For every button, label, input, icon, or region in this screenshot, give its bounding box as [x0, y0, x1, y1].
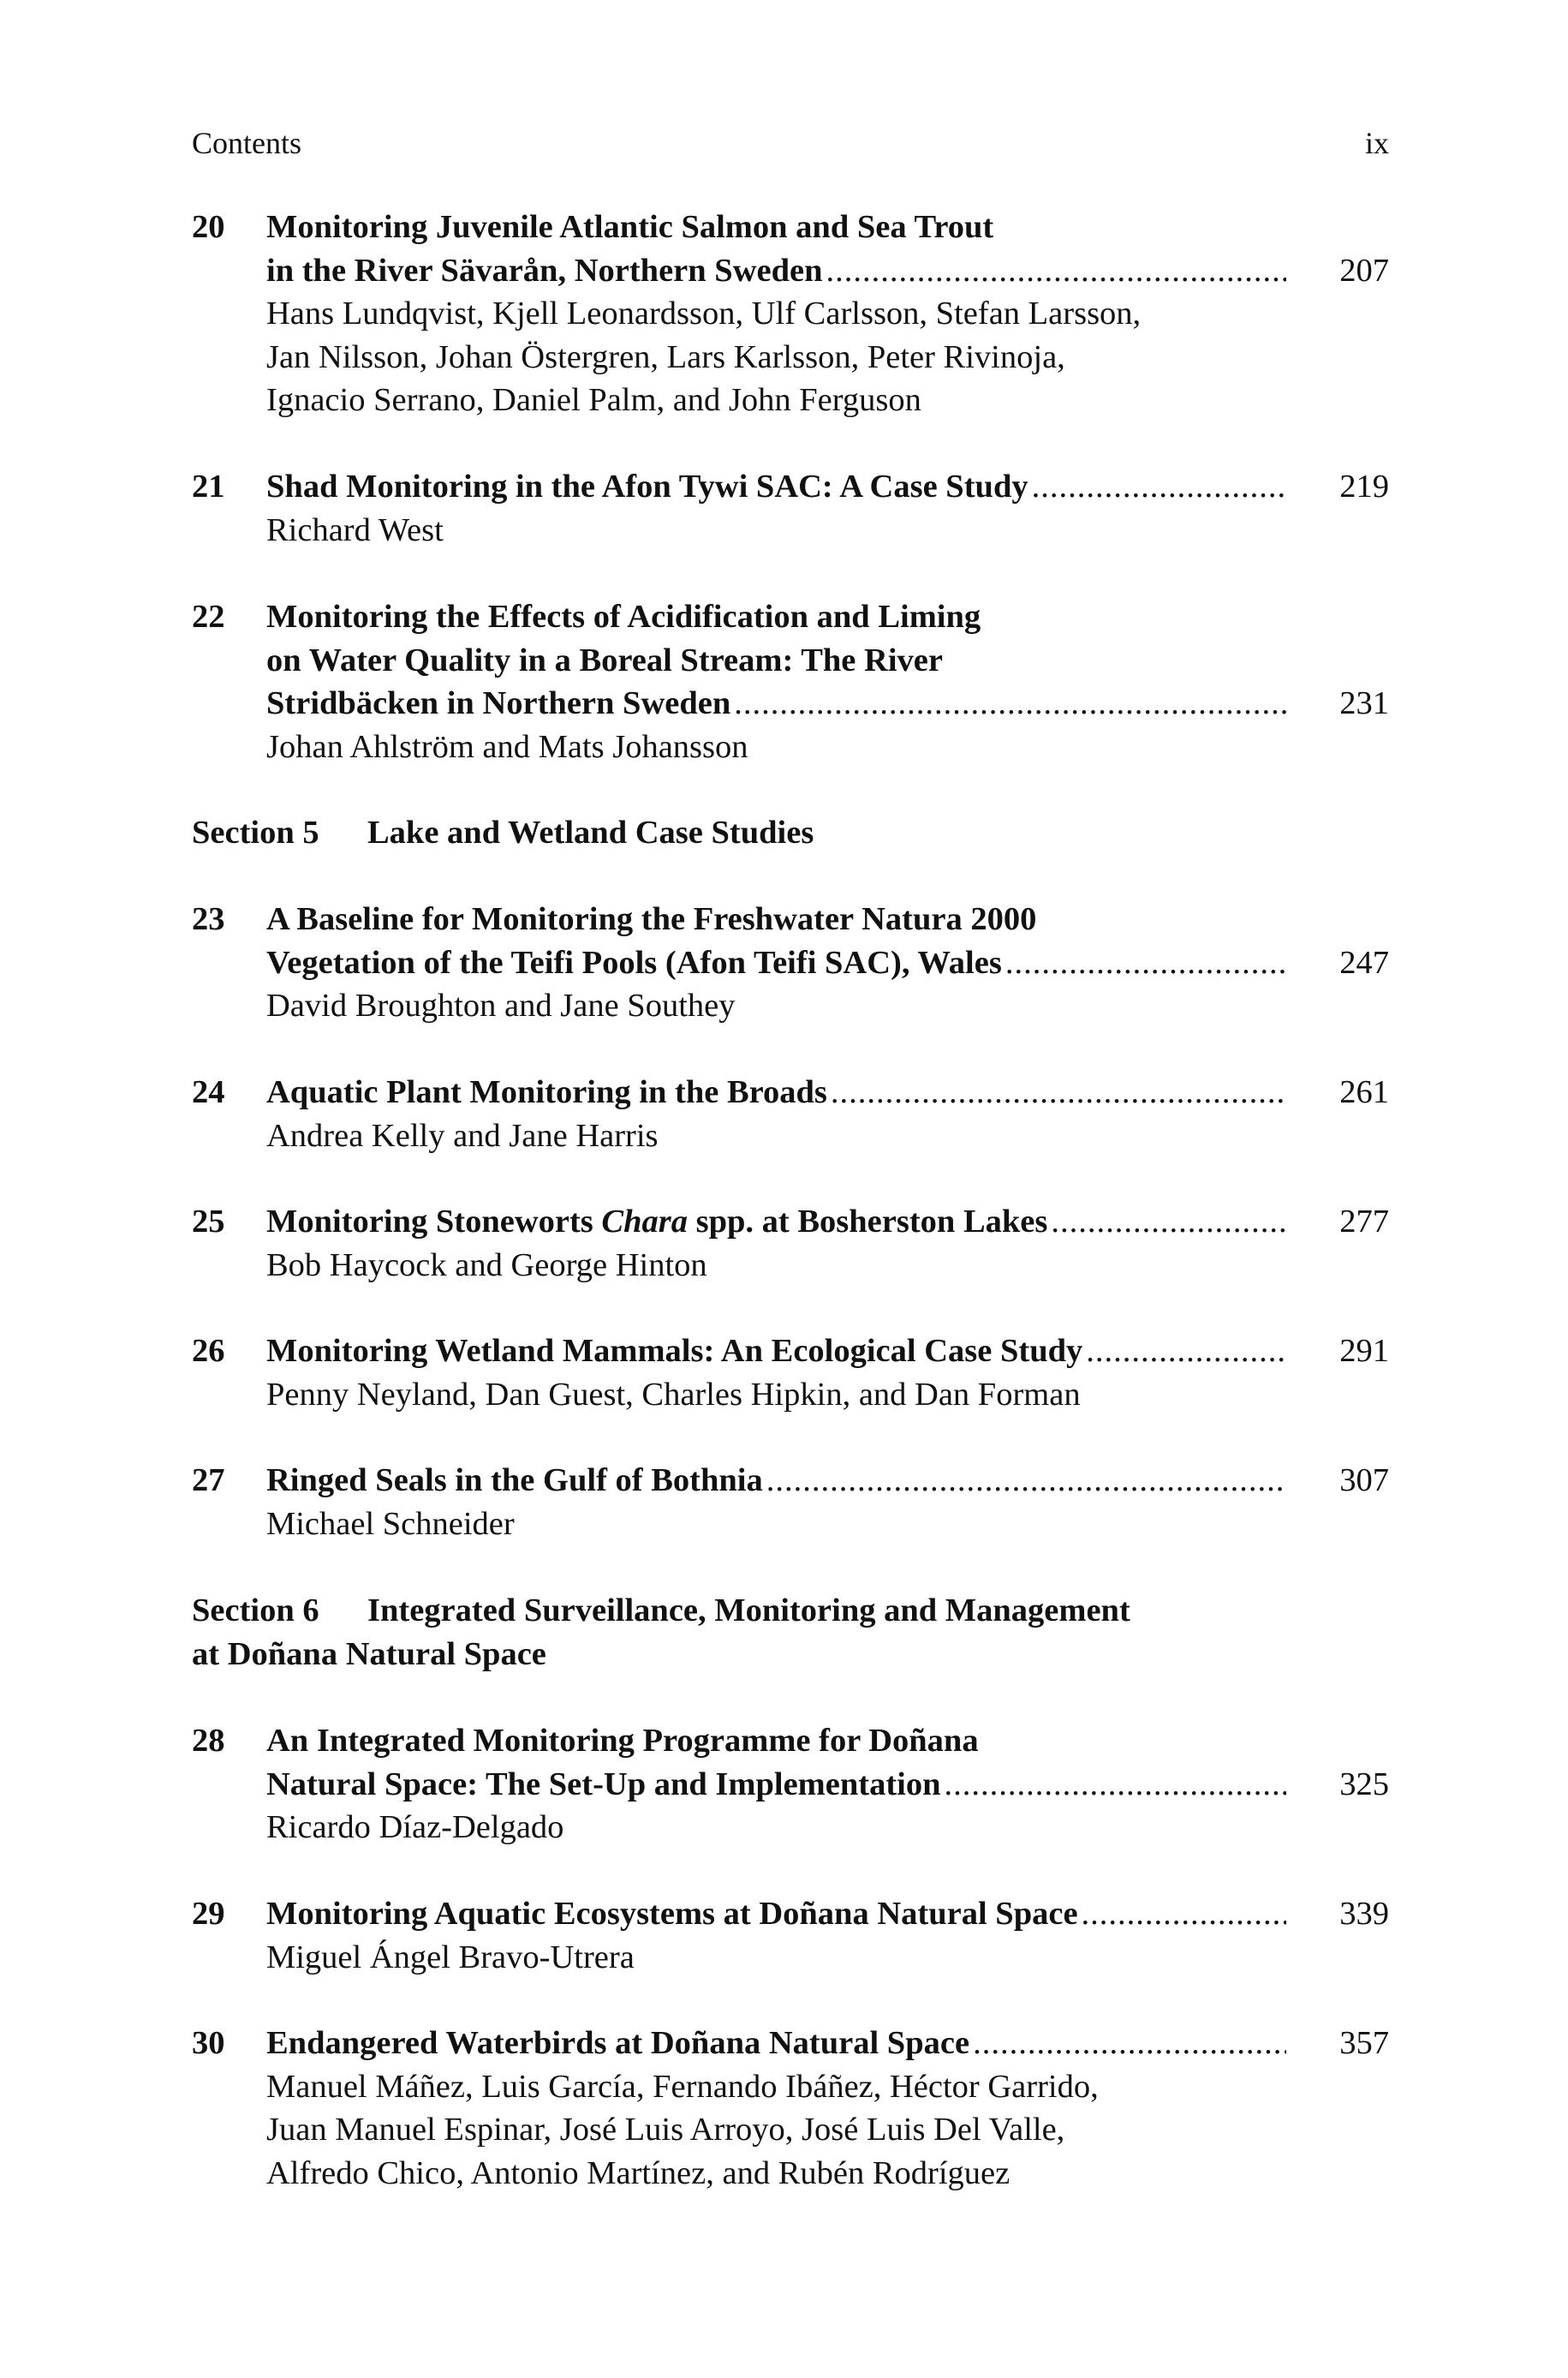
chapter-number: 30 — [192, 2025, 225, 2061]
chapter-number: 20 — [192, 209, 225, 245]
page-number[interactable]: 207 — [1339, 252, 1389, 289]
chapter-title-line[interactable]: Monitoring Wetland Mammals: An Ecological Case Study — [266, 1333, 1083, 1369]
page-number[interactable]: 247 — [1339, 944, 1389, 981]
toc-entry[interactable] — [192, 1329, 1389, 1416]
section-label: Section 6 — [192, 1592, 319, 1628]
dot-leader — [973, 2022, 1286, 2065]
toc-entry[interactable] — [192, 595, 1389, 768]
authors-line: Alfredo Chico, Antonio Martínez, and Rubén Rodríguez — [266, 2154, 1011, 2191]
section-title: Integrated Surveillance, Monitoring and Management — [367, 1592, 1130, 1628]
toc-entry[interactable] — [192, 206, 1389, 422]
chapter-title-line[interactable] — [266, 1200, 1047, 1244]
section-heading — [192, 811, 1389, 855]
header-title: Contents — [192, 126, 302, 160]
toc-entry[interactable] — [192, 465, 1389, 552]
chapter-title-line[interactable]: Monitoring the Effects of Acidification and Liming — [266, 599, 981, 635]
dot-leader — [945, 1763, 1286, 1807]
chapter-title-line[interactable]: A Baseline for Monitoring the Freshwater Natura 2000 — [266, 901, 1037, 937]
toc-entry[interactable] — [192, 898, 1389, 1028]
dot-leader — [1086, 1329, 1286, 1373]
toc-entry[interactable] — [192, 1071, 1389, 1157]
authors-line: Juan Manuel Espinar, José Luis Arroyo, José Luis Del Valle, — [266, 2112, 1065, 2148]
authors-line: Ignacio Serrano, Daniel Palm, and John Ferguson — [266, 382, 921, 418]
dot-leader — [734, 682, 1286, 726]
page-number[interactable]: 277 — [1339, 1204, 1389, 1240]
chapter-title-line[interactable]: Aquatic Plant Monitoring in the Broads — [266, 1074, 827, 1110]
chapter-title-line[interactable]: Natural Space: The Set-Up and Implementation — [266, 1766, 941, 1802]
toc-entry[interactable] — [192, 1200, 1389, 1287]
authors-line: Johan Ahlström and Mats Johansson — [266, 728, 748, 765]
toc-entry[interactable] — [192, 2022, 1389, 2195]
chapter-number: 26 — [192, 1333, 225, 1369]
dot-leader — [1082, 1892, 1286, 1936]
authors-line: David Broughton and Jane Southey — [266, 988, 736, 1024]
chapter-title-line[interactable]: Ringed Seals in the Gulf of Bothnia — [266, 1462, 763, 1498]
chapter-title-line[interactable]: in the River Sävarån, Northern Sweden — [266, 252, 823, 289]
genus-name: Chara — [601, 1204, 688, 1240]
toc-entry[interactable] — [192, 1892, 1389, 1979]
section-label: Section 5 — [192, 815, 319, 851]
authors-line: Richard West — [266, 511, 444, 548]
dot-leader — [1051, 1200, 1286, 1244]
authors-line: Andrea Kelly and Jane Harris — [266, 1117, 659, 1154]
chapter-title-line[interactable]: An Integrated Monitoring Programme for Doñana — [266, 1723, 979, 1759]
page-number[interactable]: 357 — [1339, 2025, 1389, 2061]
page-number[interactable]: 231 — [1339, 685, 1389, 721]
chapter-title-line[interactable]: Endangered Waterbirds at Doñana Natural Space — [266, 2025, 970, 2061]
page-number[interactable]: 325 — [1339, 1766, 1389, 1802]
authors-line: Bob Haycock and George Hinton — [266, 1246, 707, 1283]
page-number[interactable]: 261 — [1339, 1074, 1389, 1110]
chapter-title-part: Monitoring Stoneworts — [266, 1204, 602, 1240]
running-header — [192, 125, 1389, 161]
dot-leader — [831, 1071, 1286, 1114]
toc-entry[interactable] — [192, 1459, 1389, 1545]
authors-line: Miguel Ángel Bravo-Utrera — [266, 1939, 635, 1975]
chapter-number: 23 — [192, 901, 225, 937]
authors-line: Hans Lundqvist, Kjell Leonardsson, Ulf Carlsson, Stefan Larsson, — [266, 296, 1142, 332]
authors-line: Penny Neyland, Dan Guest, Charles Hipkin, and Dan Forman — [266, 1376, 1081, 1413]
dot-leader — [1032, 465, 1286, 509]
toc-entry[interactable] — [192, 1719, 1389, 1849]
chapter-title-line[interactable]: Shad Monitoring in the Afon Tywi SAC: A Case Study — [266, 469, 1028, 505]
page-number[interactable]: 307 — [1339, 1462, 1389, 1498]
header-page-number: ix — [1364, 126, 1389, 160]
chapter-title-line[interactable]: Monitoring Juvenile Atlantic Salmon and Sea Trout — [266, 209, 994, 245]
chapter-number: 24 — [192, 1074, 225, 1110]
page-number[interactable]: 291 — [1339, 1333, 1389, 1369]
authors-line: Ricardo Díaz-Delgado — [266, 1809, 564, 1845]
chapter-number: 25 — [192, 1204, 225, 1240]
authors-line: Manuel Máñez, Luis García, Fernando Ibáñez, Héctor Garrido, — [266, 2068, 1099, 2105]
chapter-title-line[interactable]: Monitoring Aquatic Ecosystems at Doñana Natural Space — [266, 1896, 1078, 1932]
section-title: Lake and Wetland Case Studies — [367, 815, 814, 851]
chapter-title-line[interactable]: Vegetation of the Teifi Pools (Afon Teifi SAC), Wales — [266, 944, 1002, 981]
dot-leader — [826, 249, 1287, 293]
section-heading — [192, 1589, 1389, 1676]
dot-leader — [766, 1459, 1286, 1503]
chapter-number: 27 — [192, 1462, 225, 1498]
dot-leader — [1005, 941, 1286, 985]
authors-line: Michael Schneider — [266, 1505, 515, 1542]
chapter-title-line[interactable]: Stridbäcken in Northern Sweden — [266, 685, 731, 721]
chapter-title-line[interactable]: on Water Quality in a Boreal Stream: The River — [266, 642, 943, 678]
chapter-number: 29 — [192, 1896, 225, 1932]
chapter-title-part: spp. at Bosherston Lakes — [687, 1204, 1048, 1240]
page-number[interactable]: 339 — [1339, 1896, 1389, 1932]
chapter-number: 21 — [192, 469, 225, 505]
authors-line: Jan Nilsson, Johan Östergren, Lars Karlsson, Peter Rivinoja, — [266, 338, 1065, 375]
chapter-number: 22 — [192, 599, 225, 635]
page-number[interactable]: 219 — [1339, 469, 1389, 505]
section-title: at Doñana Natural Space — [192, 1635, 546, 1672]
chapter-number: 28 — [192, 1723, 225, 1759]
